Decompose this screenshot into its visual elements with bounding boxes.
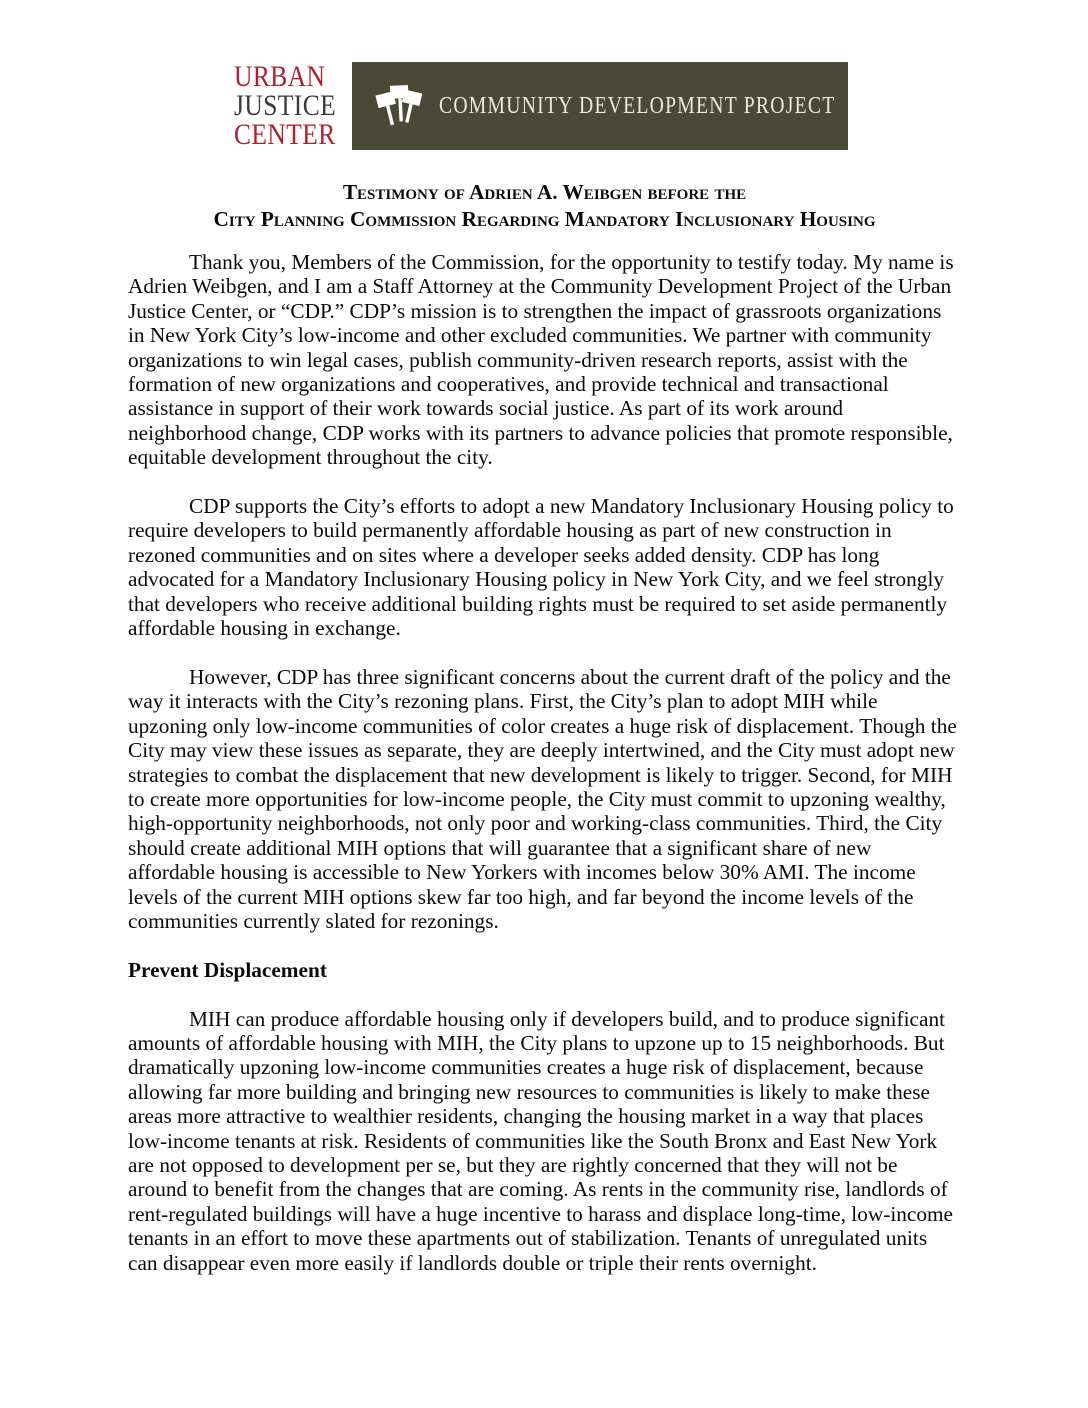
document-content [128, 179, 961, 1299]
picket-signs-icon [374, 80, 422, 132]
logo-word-justice: JUSTICE [234, 89, 337, 122]
body-paragraph-displacement: MIH can produce affordable housing only if developers build, and to produce significant amounts of affordable housing with MIH, the City plans to upzone up to 15 neighborhoods. But dramatically upzoning low-income communities creates a huge risk of displacement, because allowing far more building and bringing new resources to communities is likely to make these areas more attractive to wealthier residents, changing the housing market in a way that places low-income tenants at risk. Residents of communities like the South Bronx and East New York are not opposed to development per se, but they are rightly concerned that they will not be around to benefit from the changes that are coming. As rents in the community rise, landlords of rent-regulated buildings will have a huge incentive to harass and displace long-time, low-income tenants in an effort to move these apartments out of stabilization. Tenants of unregulated units can disappear even more easily if landlords double or triple their rents overnight. [128, 1006, 954, 1275]
doc-title [128, 179, 961, 233]
urban-justice-center-wordmark [234, 62, 344, 150]
body-paragraph-support: CDP supports the City’s efforts to adopt a new Mandatory Inclusionary Housing policy to require developers to build permanently affordable housing as part of new construction in rezoned communities and on sites where a developer seeks added density. CDP has long advocated for a Mandatory Inclusionary Housing policy in New York City, and we feel strongly that developers who receive additional building rights must be required to set aside permanently affordable housing in exchange. [128, 494, 954, 641]
org-logo [234, 62, 848, 150]
body-paragraph-concerns: However, CDP has three significant concerns about the current draft of the policy and the way it interacts with the City’s rezoning plans. First, the City’s plan to adopt MIH while upzoning only low-income communities of color creates a huge risk of displacement. Though the City may view these issues as separate, they are deeply intertwined, and the City must adopt new strategies to combat the displacement that new development is likely to trigger. Second, for MIH to create more opportunities for low-income people, the City must commit to upzoning wealthy, high-opportunity neighborhoods, not only poor and working-class communities. Third, the City should create additional MIH options that will guarantee that a significant share of new affordable housing is accessible to New Yorkers with incomes below 30% AMI. The income levels of the current MIH options skew far too high, and far beyond the income levels of the communities currently slated for rezonings. [128, 664, 957, 933]
logo-word-center: CENTER [234, 118, 336, 151]
logo-word-urban: URBAN [234, 60, 326, 93]
doc-title-line2: City Planning Commission Regarding Mandatory Inclusionary Housing [213, 207, 876, 231]
body-paragraph-intro: Thank you, Members of the Commission, for the opportunity to testify today. My name is Adrien Weibgen, and I am a Staff Attorney at the Community Development Project of the Urban Justice Center, or “CDP.” CDP’s mission is to strengthen the impact of grassroots organizations in New York City’s low-income and other excluded communities. We partner with community organizations to win legal cases, publish community-driven research reports, assist with the formation of new organizations and cooperatives, and provide technical and transactional assistance in support of their work towards social justice. As part of its work around neighborhood change, CDP works with its partners to advance policies that promote responsible, equitable development throughout the city. [128, 250, 954, 470]
banner-label: COMMUNITY DEVELOPMENT PROJECT [439, 92, 836, 119]
doc-title-line1: Testimony of Adrien A. Weibgen before the [342, 180, 747, 204]
section-heading-prevent-displacement: Prevent Displacement [128, 957, 327, 982]
cdp-banner [352, 62, 848, 150]
